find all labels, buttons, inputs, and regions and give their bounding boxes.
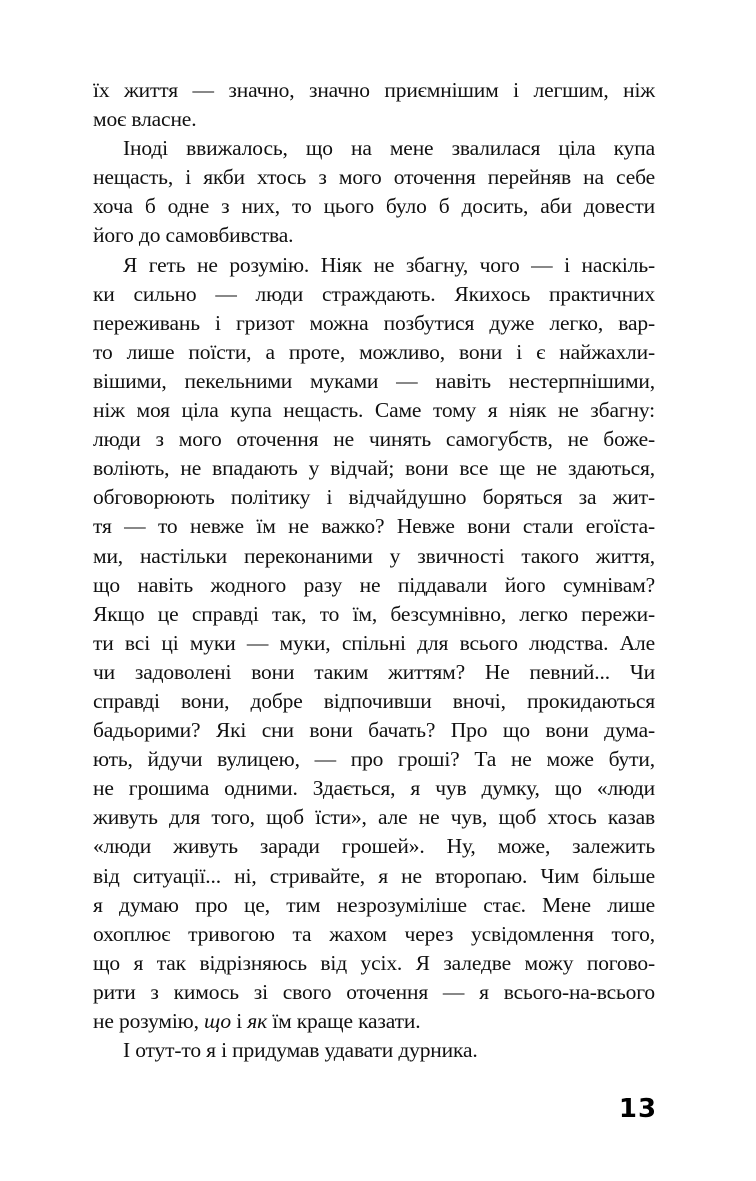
text-line: від ситуації... ні, стривайте, я не второпаю. Чим більше (93, 863, 655, 888)
text-line: люди з мого оточення не чинять самогубств, не боже- (93, 427, 655, 452)
text-line: хоча б одне з них, то цього було б досить, аби довести (93, 194, 655, 219)
text-line: їх життя — значно, значно приємнішим і легшим, ніж (93, 78, 655, 102)
text-line: охоплює тривогою та жахом через усвідомлення того, (93, 921, 655, 946)
text-line: живуть для того, щоб їсти», але не чув, щоб хтось казав (93, 805, 655, 830)
text-line: ти всі ці муки — муки, спільні для всього людства. Але (93, 630, 655, 655)
text-line: ки сильно — люди страждають. Якихось практичних (93, 281, 655, 306)
text-line: справді вони, добре відпочивши вночі, прокидаються (93, 688, 655, 713)
text-line: що я так відрізняюсь від усіх. Я заледве можу погово- (93, 950, 655, 975)
text-line: не грошима одними. Здається, я чув думку, що «люди (93, 776, 655, 801)
text-line: бадьорими? Які сни вони бачать? Про що вони дума- (93, 718, 655, 743)
text-line: воліють, не впадають у відчай; вони все ще не здаються, (93, 456, 655, 481)
text-line: чи задоволені вони таким життям? Не певний... Чи (93, 659, 655, 684)
text-line: ми, настільки переконаними у звичності такого життя, (93, 543, 655, 568)
text-line: обговорюють політику і відчайдушно боряться за жит- (93, 485, 655, 510)
text-line: «люди живуть заради грошей». Ну, може, залежить (93, 834, 655, 859)
page-number: 13 (618, 1094, 658, 1124)
text-line: його до самовбивства. (93, 223, 294, 248)
text-line: не розумію, що і як їм краще казати. (93, 1009, 421, 1033)
text-line: Якщо це справді так, то їм, безсумнівно, легко пережи- (93, 601, 655, 626)
body-text (93, 76, 655, 1065)
text-line: рити з кимось зі свого оточення — я всього-на-всього (93, 979, 655, 1004)
text-line: що навіть жодного разу не піддавали його сумнівам? (93, 572, 655, 597)
text-line: І отут-то я і придумав удавати дурника. (123, 1038, 478, 1063)
text-line: вішими, пекельними муками — навіть нестерпнішими, (93, 368, 655, 393)
text-line: Я геть не розумію. Ніяк не збагну, чого — і наскіль- (123, 252, 655, 277)
text-line: то лише поїсти, а проте, можливо, вони і є найжахли- (93, 339, 655, 364)
text-line: я думаю про це, тим незрозуміліше стає. Мене лише (93, 892, 655, 917)
text-line: моє власне. (93, 107, 197, 132)
text-line: ють, йдучи вулицею, — про гроші? Та не може бути, (93, 747, 655, 772)
text-line: переживань і гризот можна позбутися дуже легко, вар- (93, 310, 655, 335)
text-line: Іноді ввижалось, що на мене звалилася ціла купа (123, 136, 655, 161)
text-line: тя — то невже їм не важко? Невже вони стали егоїста- (93, 514, 655, 539)
text-line: нещасть, і якби хтось з мого оточення перейняв на себе (93, 165, 655, 190)
text-line: ніж моя ціла купа нещасть. Саме тому я ніяк не збагну: (93, 398, 655, 423)
